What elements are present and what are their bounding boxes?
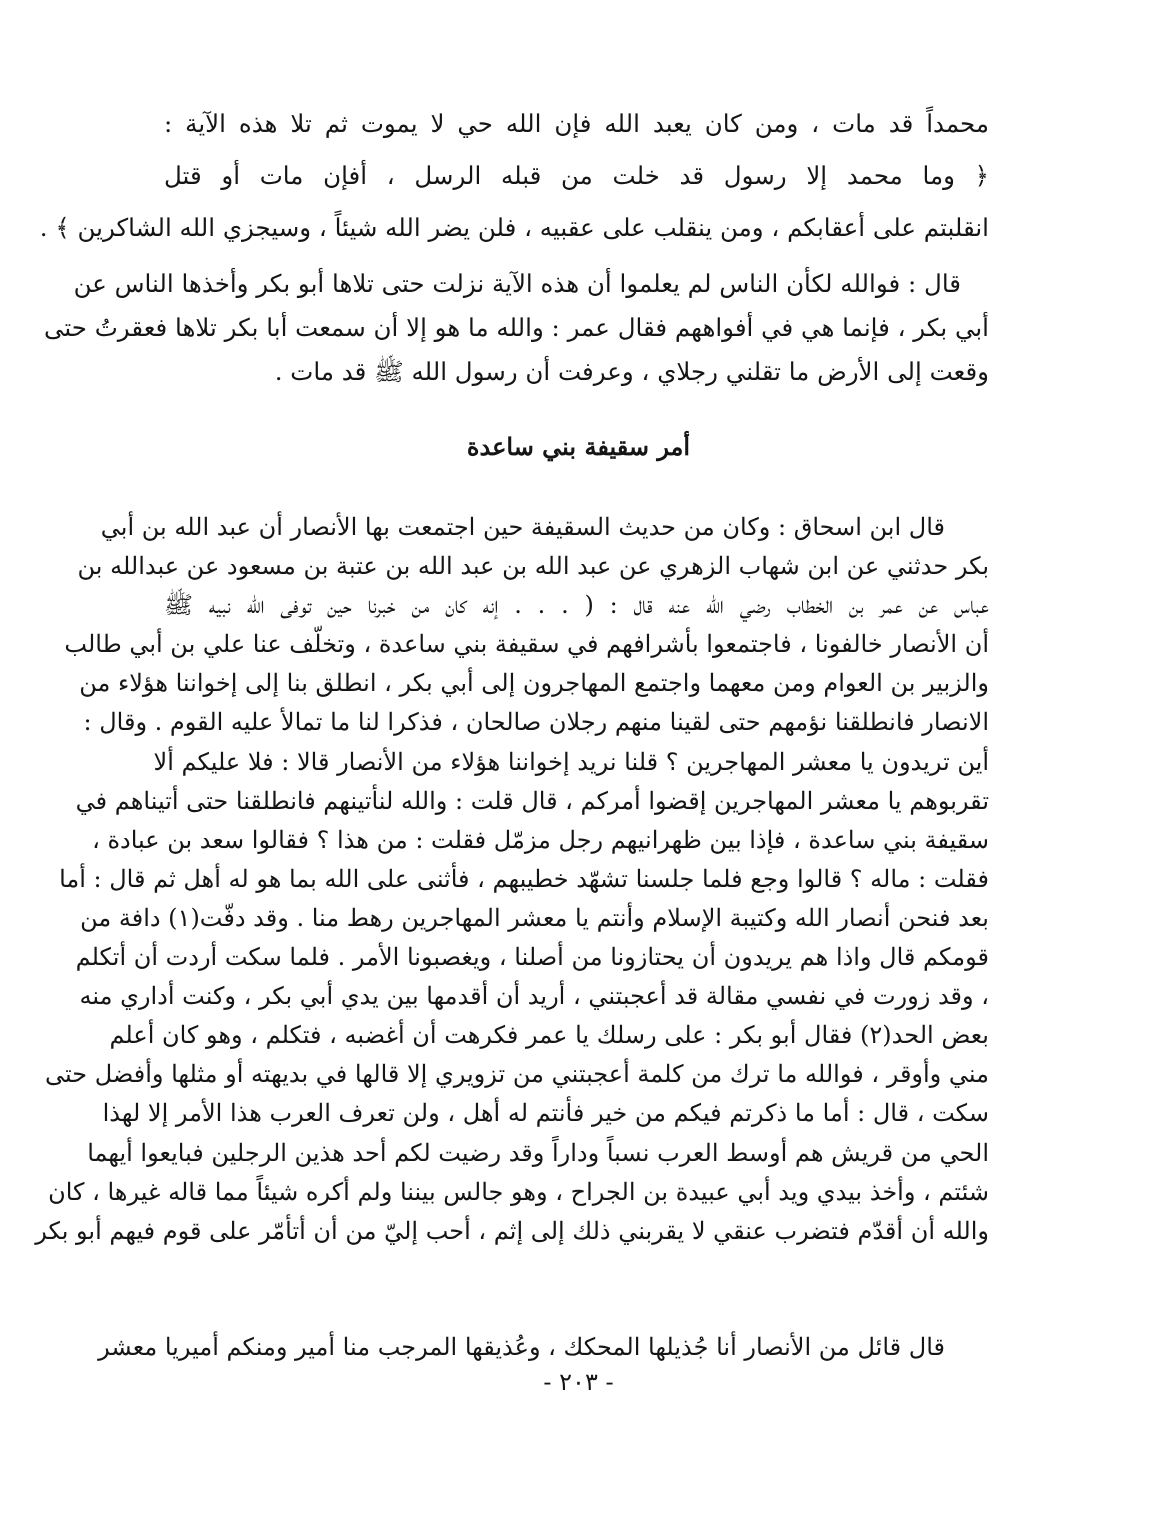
text-line: انقلبتم على أعقابكم ، ومن ينقلب على عقبيه ، فلن يضر الله شيئاً ، وسيجزي الله الشاكرين ﴾ . <box>39 213 989 242</box>
text-line: محمداً قد مات ، ومن كان يعبد الله فإن الله حي لا يموت ثم تلا هذه الآية : <box>164 109 989 138</box>
text-line: والله أن أقدّم فتضرب عنقي لا يقربني ذلك إلى إثم ، أحب إليّ من أن أتأمّر على قوم فيهم أبو بكر <box>35 1216 989 1245</box>
text-line: سقيفة بني ساعدة ، فإذا بين ظهرانيهم رجل مزمّل فقلت : من هذا ؟ فقالوا سعد بن عبادة ، <box>92 825 989 854</box>
saqifa-paragraph <box>35 508 989 1251</box>
text-line: مني وأوقر ، فوالله ما ترك من كلمة أعجبتني من تزويري إلا قالها في بديهته أو مثلها وأفضل حتى <box>45 1060 989 1089</box>
text-line: بعد فنحن أنصار الله وكتيبة الإسلام وأنتم يا معشر المهاجرين رهط منا . وقد دفّت(١) دافة من <box>80 903 989 932</box>
footer-paragraph <box>98 1327 989 1367</box>
umar-paragraph <box>43 262 989 394</box>
text-line: أين تريدون يا معشر المهاجرين ؟ قلنا نريد إخواننا هؤلاء من الأنصار قالا : فلا عليكم ألا <box>153 747 989 776</box>
text-line: أبي بكر ، فإنما هي في أفواههم فقال عمر : والله ما هو إلا أن سمعت أبا بكر تلاها فعقرتُ حتى <box>43 313 989 342</box>
text-line: ، وقد زورت في نفسي مقالة قد أعجبتني ، أريد أن أقدمها بين يدي أبي بكر ، وكنت أداري منه <box>79 982 989 1011</box>
text-line: الحي من قريش هم أوسط العرب نسباً وداراً وقد رضيت لكم أحد هذين الرجلين فبايعوا أيهما <box>87 1138 989 1167</box>
text-line: أن الأنصار خالفونا ، فاجتمعوا بأشرافهم في سقيفة بني ساعدة ، وتخلّف عنا علي بن أبي طالب <box>64 630 989 659</box>
text-line: فقلت : ماله ؟ قالوا وجع فلما جلسنا تشهّد خطيبهم ، فأثنى على الله بما هو له أهل ثم قال : أما <box>59 864 989 893</box>
section-heading: أمر سقيفة بني ساعدة <box>466 432 691 461</box>
text-line: سكت ، قال : أما ما ذكرتم فيكم من خير فأنتم له أهل ، ولن تعرف العرب هذا الأمر إلا لهذا <box>102 1099 989 1128</box>
text-line: قال : فوالله لكأن الناس لم يعلموا أن هذه الآية نزلت حتى تلاها أبو بكر وأخذها الناس عن <box>73 269 961 298</box>
text-line: قال قائل من الأنصار أنا جُذيلها المحكك ، وعُذيقها المرجب منا أمير ومنكم أميريا معشر <box>98 1333 945 1361</box>
text-line: الانصار فانطلقنا نؤمهم حتى لقينا منهم رجلان صالحان ، فذكرا لنا ما تمالأ عليه القوم . وقال : <box>83 708 989 737</box>
page-number: - ٢٠٣ - <box>543 1368 614 1396</box>
text-line: وقعت إلى الأرض ما تقلني رجلاي ، وعرفت أن رسول الله ﷺ قد مات . <box>274 357 989 386</box>
text-line: والزبير بن العوام ومن معهما واجتمع المهاجرون إلى أبي بكر ، انطلق بنا إلى إخواننا هؤلاء من <box>79 669 989 698</box>
text-line: بعض الحد(٢) فقال أبو بكر : على رسلك يا عمر فكرهت أن أغضبه ، فتكلم ، وهو كان أعلم <box>109 1021 989 1050</box>
verse-paragraph <box>39 98 989 254</box>
text-line: شئتم ، وأخذ بيدي ويد أبي عبيدة بن الجراح ، وهو جالس بيننا ولم أكره شيئاً مما قاله غيرها ، كان <box>48 1177 989 1206</box>
text-line: قومكم قال واذا هم يريدون أن يحتازونا من أصلنا ، ويغصبونا الأمر . فلما سكت أردت أن أتكلم <box>75 943 989 972</box>
text-line: قال ابن اسحاق : وكان من حديث السقيفة حين اجتمعت بها الأنصار أن عبد الله بن أبي <box>100 513 945 541</box>
text-line: ﴿ وما محمد إلا رسول قد خلت من قبله الرسل ، أفإن مات أو قتل <box>164 161 989 190</box>
text-line: عباس عن عمر بن الخطاب رضي الله عنه قال : ( . . . إنه كان من خبرنا حين توفى الله نبيه ﷺ <box>164 591 989 620</box>
text-line: بكر حدثني عن ابن شهاب الزهري عن عبد الله بن عبد الله بن عتبة بن مسعود عن عبدالله بن <box>77 552 989 581</box>
text-line: تقربوهم يا معشر المهاجرين إقضوا أمركم ، قال قلت : والله لنأتينهم فانطلقنا حتى أتيناهم في <box>75 786 989 815</box>
